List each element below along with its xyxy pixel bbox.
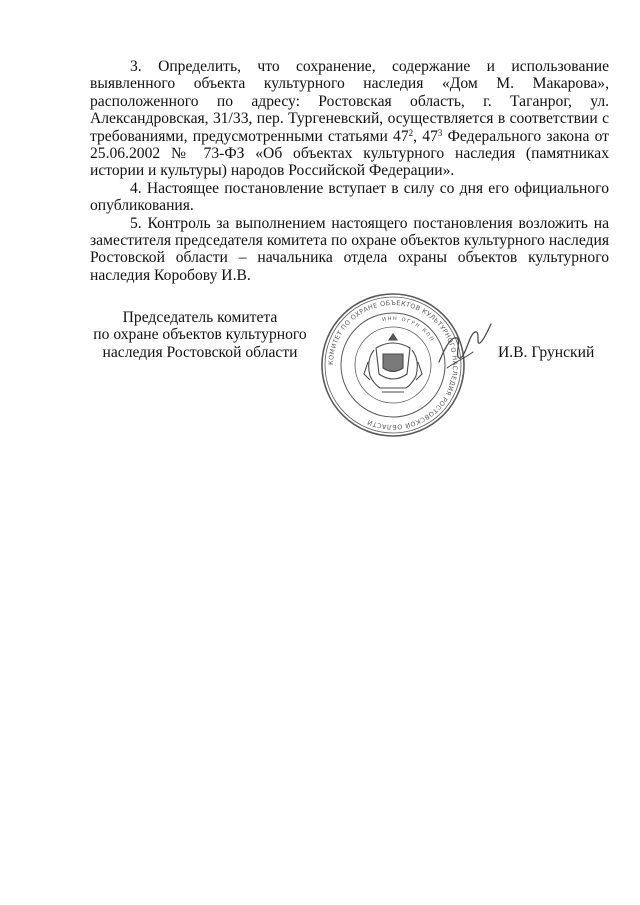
paragraph-4: 4. Настоящее постановление вступает в силу со дня его официального опубликования.	[90, 179, 609, 215]
handwritten-signature-icon	[435, 318, 495, 378]
seal-outer-text: КОМИТЕТ ПО ОХРАНЕ ОБЪЕКТОВ КУЛЬТУРНОГО НАСЛЕДИЯ РОСТОВСКОЙ ОБЛАСТИ	[326, 298, 460, 432]
paragraph-5: 5. Контроль за выполнением настоящего постановления возложить на заместителя председателя комитета по охране объектов культурного наследия Ростовской области – начальника отдела охраны объектов культурного наследия Коробову И.В.	[90, 214, 609, 284]
signatory-title-line-3: наследия Ростовской области	[102, 343, 298, 361]
signatory-title	[80, 309, 320, 361]
superscript-2: 2	[408, 127, 414, 138]
document-body	[90, 58, 609, 284]
signatory-title-line-1: Председатель комитета	[122, 309, 278, 326]
signatory-name: И.В. Грунский	[498, 344, 595, 361]
seal-inner-text: ИНН ОГРН КПП	[381, 315, 436, 344]
paragraph-3: 3. Определить, что сохранение, содержание и использование выявленного объекта культурного наследия «Дом М. Макарова», расположенного по адресу: Ростовская область, г. Таганрог, ул. Александровская, 31/33, пер. Тургеневский, осуществляется в соответствии с требованиями, предусмотренными статьями $47^2$, $47^3$ Федерального закона от 25.06.2002 № 73-ФЗ «Об объектах культурного наследия (памятниках истории и культуры) народов Российской Федерации».	[90, 58, 610, 180]
superscript-3: 3	[437, 127, 443, 138]
coat-of-arms-icon	[364, 334, 422, 392]
signatory-title-line-2: по охране объектов культурного	[93, 326, 307, 344]
